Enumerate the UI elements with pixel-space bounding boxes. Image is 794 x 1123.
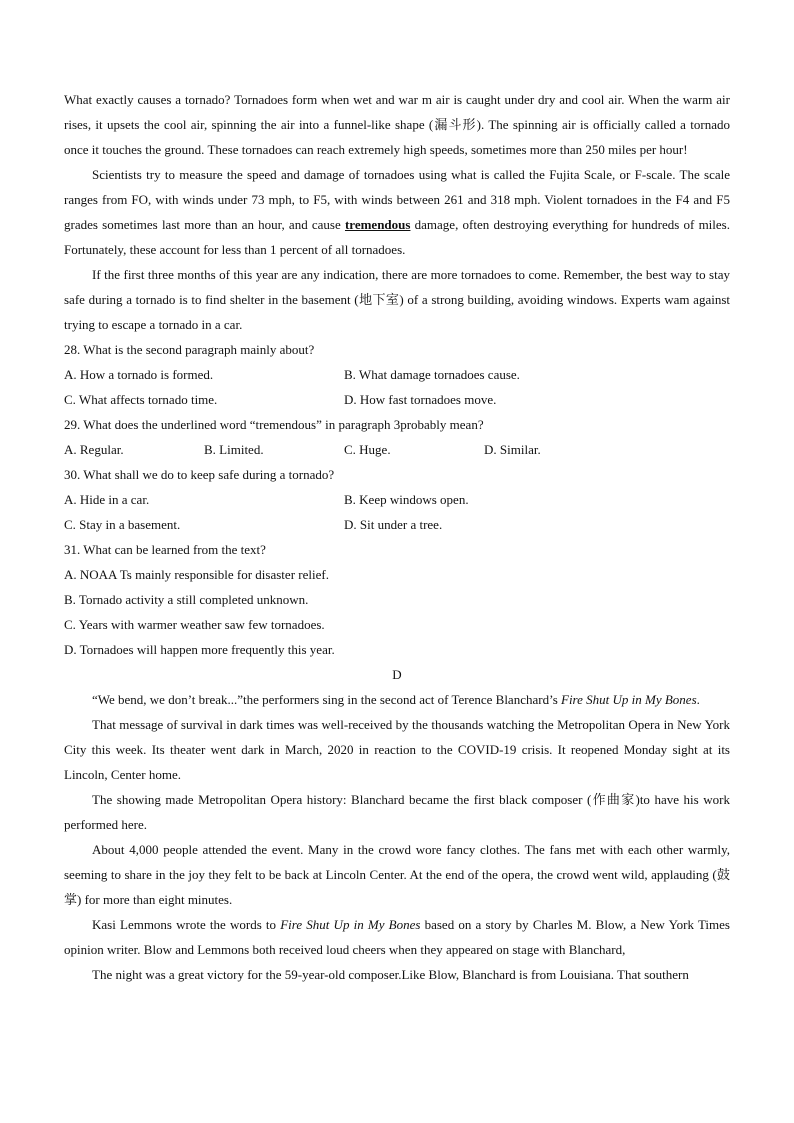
passage-d-paragraph-3: The showing made Metropolitan Opera history: Blanchard became the first black composer (作曲家)to have his work performed here.: [64, 792, 730, 832]
passage-c-paragraph-1: What exactly causes a tornado? Tornadoes form when wet and war m air is caught under dry and cool air. When the warm air rises, it upsets the cool air, spinning the air into a funnel-like shape (漏斗形). The spinning air is officially called a tornado once it touches the ground. These tornadoes can reach extremely high speeds, sometimes more than 250 miles per hour!: [64, 92, 730, 157]
question-31-option-d: D. Tornadoes will happen more frequently this year.: [64, 642, 335, 657]
section-heading-d: D: [392, 667, 402, 682]
question-30-stem: 30. What shall we do to keep safe during a tornado?: [64, 467, 335, 482]
question-30-option-a: A. Hide in a car.: [64, 492, 150, 507]
question-28-options-row-1: [64, 362, 730, 387]
question-29-option-b: B. Limited.: [204, 442, 264, 457]
passage-c-paragraph-2-text-b: damage, often destroying everything for hundreds of miles. Fortunately, these account for less than 1 percent of all tornadoes.: [64, 217, 730, 257]
passage-d-paragraph-1-text-a: “We bend, we don’t break...”the performers sing in the second act of Terence Blanchard’s: [92, 692, 561, 707]
question-30-options-row-1: [64, 487, 730, 512]
question-30-option-c: C. Stay in a basement.: [64, 517, 181, 532]
passage-c-paragraph-2: [64, 162, 730, 262]
underlined-keyword: tremendous: [344, 217, 411, 232]
passage-c-paragraph-3: If the first three months of this year are any indication, there are more tornadoes to come. Remember, the best way to stay safe during a tornado is to find shelter in the basement (地下室) of a strong building, avoiding windows. Experts wam against trying to escape a tornado in a car.: [64, 267, 730, 332]
question-28-option-d: D. How fast tornadoes move.: [344, 392, 497, 407]
document-body: [64, 87, 730, 987]
passage-d-paragraph-1-text-b: .: [696, 692, 700, 707]
question-31-stem: 31. What can be learned from the text?: [64, 542, 266, 557]
question-30-option-b: B. Keep windows open.: [344, 492, 469, 507]
passage-d-paragraph-2: That message of survival in dark times was well-received by the thousands watching the Metropolitan Opera in New York City this week. Its theater went dark in March, 2020 in reaction to the COVID-19 crisis. It reopened Monday sight at its Lincoln, Center home.: [64, 717, 730, 782]
passage-d-paragraph-6: The night was a great victory for the 59-year-old composer.Like Blow, Blanchard is from Louisiana. That southern: [92, 967, 689, 982]
question-29-option-a: A. Regular.: [64, 442, 124, 457]
passage-d-paragraph-5-text-b: based on a story by Charles M. Blow, a New York Times opinion writer. Blow and Lemmons both received loud cheers when they appeared on stage with Blanchard,: [64, 917, 730, 957]
passage-c-paragraph-2-text-a: Scientists try to measure the speed and damage of tornadoes using what is called the Fujita Scale, or F-scale. The scale ranges from FO, with winds under 73 mph, to F5, with winds between 261 and 318 mph. Violent tornadoes in the F4 and F5 grades sometimes last more than an hour, and cause: [64, 167, 730, 232]
question-28-option-b: B. What damage tornadoes cause.: [344, 367, 520, 382]
opera-title: Fire Shut Up in My Bones: [561, 692, 697, 707]
question-31-option-a: A. NOAA Ts mainly responsible for disaster relief.: [64, 567, 329, 582]
passage-d-paragraph-5: [64, 912, 730, 962]
question-28-option-c: C. What affects tornado time.: [64, 392, 218, 407]
question-31-option-c: C. Years with warmer weather saw few tornadoes.: [64, 617, 325, 632]
question-28-stem: 28. What is the second paragraph mainly about?: [64, 342, 315, 357]
passage-d-paragraph-1: [64, 687, 730, 712]
question-29-stem: 29. What does the underlined word “tremendous” in paragraph 3probably mean?: [64, 417, 484, 432]
passage-d-paragraph-4: About 4,000 people attended the event. Many in the crowd wore fancy clothes. The fans met with each other warmly, seeming to share in the joy they felt to be back at Lincoln Center. At the end of the opera, the crowd went wild, applauding (鼓掌) for more than eight minutes.: [64, 842, 730, 907]
question-29-options-row: [64, 437, 730, 462]
question-30-option-d: D. Sit under a tree.: [344, 517, 443, 532]
question-28-option-a: A. How a tornado is formed.: [64, 367, 214, 382]
question-29-option-d: D. Similar.: [484, 442, 541, 457]
opera-title-2: Fire Shut Up in My Bones: [280, 917, 421, 932]
question-28-options-row-2: [64, 387, 730, 412]
question-30-options-row-2: [64, 512, 730, 537]
question-29-option-c: C. Huge.: [344, 442, 391, 457]
passage-d-paragraph-5-text-a: Kasi Lemmons wrote the words to: [92, 917, 281, 932]
question-31-option-b: B. Tornado activity a still completed unknown.: [64, 592, 309, 607]
